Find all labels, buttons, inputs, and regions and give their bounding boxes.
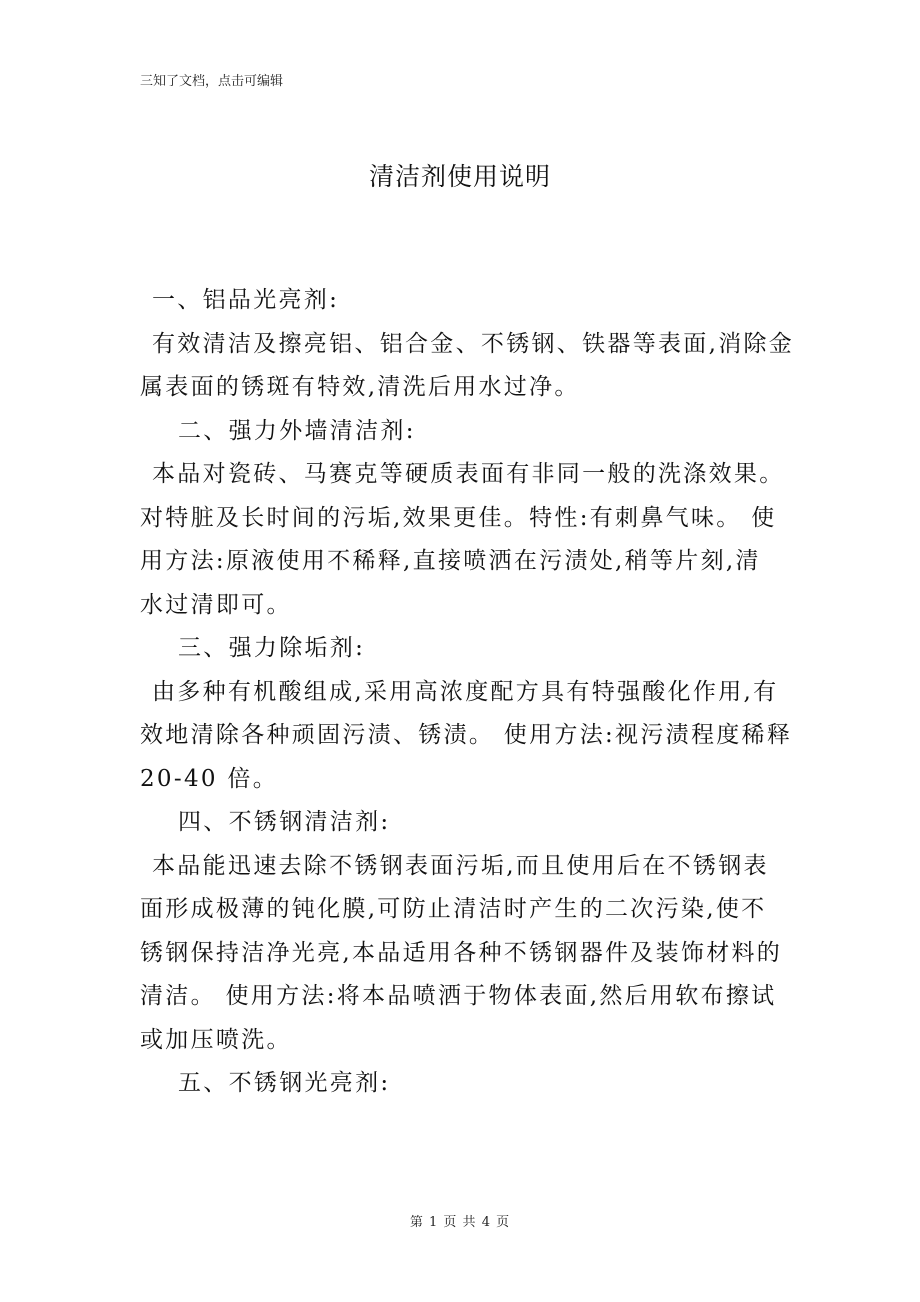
paragraph-line: 面形成极薄的钝化膜,可防止清洁时产生的二次污染,使不 [140,896,767,922]
paragraph-line: 用方法:原液使用不稀释,直接喷洒在污渍处,稍等片刻,清 [140,548,761,574]
section-heading-4: 四、不锈钢清洁剂: [178,809,391,835]
page-title: 清洁剂使用说明 [368,162,551,191]
paragraph-line: 有效清洁及擦亮铝、铝合金、不锈钢、铁器等表面,消除金 [152,330,795,357]
paragraph-line: 效地清除各种顽固污渍、锈渍。 使用方法:视污渍程度稀释 [140,722,793,748]
section-heading-3: 三、强力除垢剂: [178,635,366,661]
paragraph-line: 水过清即可。 [140,591,292,618]
section-heading-1: 一、铝品光亮剂: [152,287,340,313]
paragraph-line: 本品能迅速去除不锈钢表面污垢,而且使用后在不锈钢表 [152,852,769,879]
paragraph-line: 20-40 倍。 [140,765,279,792]
paragraph-line: 属表面的锈斑有特效,清洗后用水过净。 [140,374,580,400]
page-footer: 第 1 页 共 4 页 [409,1215,511,1230]
paragraph-line: 锈钢保持洁净光亮,本品适用各种不锈钢器件及装饰材料的 [140,939,783,966]
paragraph-line: 由多种有机酸组成,采用高浓度配方具有特强酸化作用,有 [152,678,779,705]
paragraph-line: 对特脏及长时间的污垢,效果更佳。特性:有刺鼻气味。 使 [140,504,777,531]
header-note: 三知了文档，点击可编辑 [140,74,284,89]
section-heading-5: 五、不锈钢光亮剂: [178,1070,391,1096]
paragraph-line: 或加压喷洗。 [140,1026,292,1053]
paragraph-line: 清洁。 使用方法:将本品喷洒于物体表面,然后用软布擦试 [140,983,777,1009]
document-body [140,279,795,1106]
paragraph-line: 本品对瓷砖、马赛克等硬质表面有非同一般的洗涤效果。 [152,461,785,487]
section-heading-2: 二、强力外墙清洁剂: [178,417,416,444]
